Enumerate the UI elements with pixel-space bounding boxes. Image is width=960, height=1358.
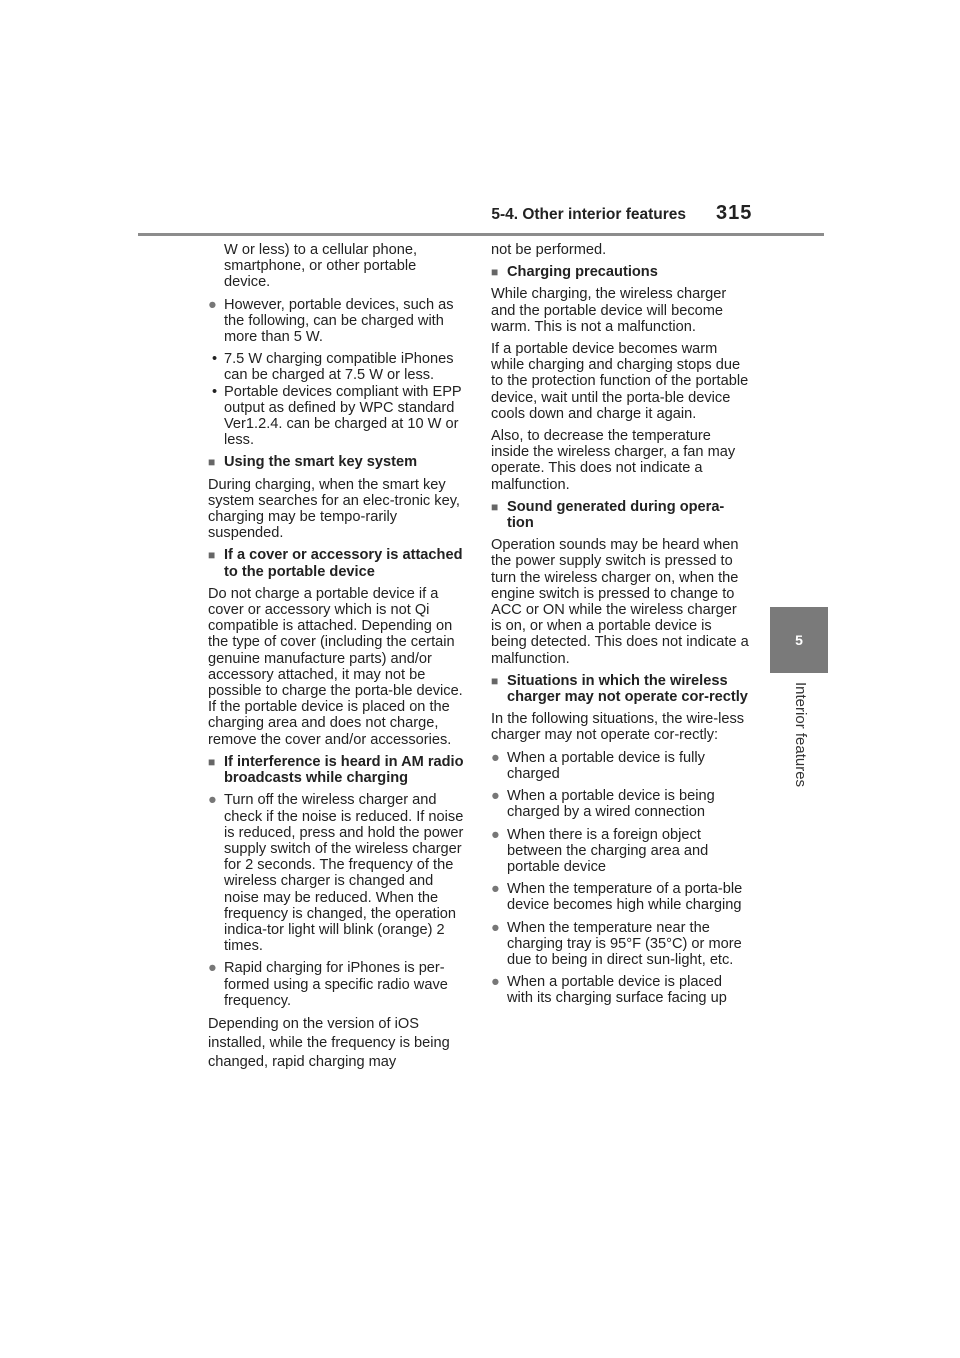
- left-column: [208, 242, 466, 1078]
- bullet-item: [491, 881, 749, 913]
- dash-item: [208, 384, 466, 449]
- page-number: 315: [716, 202, 753, 224]
- bullet-text: When there is a foreign object between the charging area and portable device: [507, 826, 709, 875]
- bullet-item: [491, 788, 749, 820]
- section-heading: [208, 454, 466, 470]
- continued-text: not be performed.: [491, 242, 607, 258]
- heading-text: Situations in which the wireless charger may not operate cor-rectly: [507, 672, 748, 706]
- bullet-item: [208, 792, 466, 954]
- heading-text: Sound generated during opera-tion: [507, 498, 725, 532]
- heading-marker: ■: [208, 548, 216, 563]
- dash-text: 7.5 W charging compatible iPhones can be charged at 7.5 W or less.: [224, 351, 454, 384]
- bullet-item: [491, 827, 749, 876]
- bullet-text: When the temperature of a porta-ble device becomes high while charging: [507, 881, 743, 914]
- paragraph: Also, to decrease the temperature inside the wireless charger, a fan may operate. This does not indicate a malfunction.: [491, 428, 736, 493]
- heading-marker: ■: [208, 455, 216, 470]
- heading-text: Charging precautions: [507, 264, 658, 281]
- bullet-marker: ●: [208, 792, 217, 809]
- paragraph: If a portable device becomes warm while charging and charging stops due to the protection function of the portable device, wait until the porta-ble device cools down and charge it again.: [491, 341, 749, 422]
- heading-text: If interference is heard in AM radio broadcasts while charging: [224, 753, 464, 787]
- heading-marker: ■: [491, 265, 499, 280]
- bullet-text: However, portable devices, such as the following, can be charged with more than 5 W.: [224, 296, 454, 346]
- bullet-text: When a portable device is fully charged: [507, 749, 705, 782]
- dash-text: Portable devices compliant with EPP output as defined by WPC standard Ver1.2.4. can be charged at 10 W or less.: [224, 383, 462, 449]
- bullet-text: Turn off the wireless charger and check if the noise is reduced. If noise is reduced, press and hold the power supply switch of the wireless charger for 2 seconds. The frequency of the wireless charger is changed and noise may be reduced. When the frequency is changed, the operation indica-tor light will blink (orange) 2 times.: [224, 792, 464, 955]
- bullet-marker: ●: [491, 826, 500, 843]
- right-column: [491, 242, 749, 1013]
- bullet-item: [491, 974, 749, 1006]
- section-heading: [491, 264, 749, 280]
- bullet-marker: ●: [491, 788, 500, 805]
- bullet-marker: ●: [491, 881, 500, 898]
- chapter-number: 5: [795, 632, 803, 648]
- bullet-item: [208, 297, 466, 346]
- bullet-marker: ●: [491, 919, 500, 936]
- paragraph: Do not charge a portable device if a cover or accessory which is not Qi compatible is attached. Depending on the type of cover (including the certain genuine manufacture parts) and/or accessory attached, it may not be possible to charge the porta-ble device. If the portable device is placed on the charging area and does not charge, remove the cover and/or accessories.: [208, 585, 463, 748]
- bullet-marker: ●: [491, 749, 500, 766]
- bullet-text: Rapid charging for iPhones is per-formed using a specific radio wave frequency.: [224, 960, 448, 1009]
- section-heading: [491, 499, 749, 531]
- paragraph: Operation sounds may be heard when the power supply switch is pressed to turn the wireless charger on, when the engine switch is pressed to change to ACC or ON while the wireless charger is on, or when a portable device is being detected. This does not indicate a malfunction.: [491, 537, 749, 667]
- section-heading: [491, 673, 749, 705]
- bullet-marker: ●: [208, 296, 217, 313]
- heading-text: Using the smart key system: [224, 454, 418, 471]
- paragraph: Depending on the version of iOS installed, while the frequency is being changed, rapid charging may: [208, 1015, 450, 1070]
- bullet-marker: ●: [208, 960, 217, 977]
- dash-marker: •: [212, 351, 218, 368]
- chapter-tab: [770, 607, 828, 673]
- bullet-item: [491, 920, 749, 969]
- heading-marker: ■: [491, 673, 499, 688]
- header-divider: [138, 233, 824, 236]
- heading-text: If a cover or accessory is attached to the portable device: [224, 547, 463, 580]
- bullet-item: [491, 750, 749, 782]
- header-section-title: 5-4. Other interior features: [491, 206, 686, 223]
- dash-item: [208, 351, 466, 383]
- paragraph: While charging, the wireless charger and the portable device will become warm. This is not a malfunction.: [491, 286, 727, 335]
- bullet-text: When a portable device is placed with its charging surface facing up: [507, 974, 727, 1007]
- chapter-label: Interior features: [792, 682, 809, 788]
- paragraph: In the following situations, the wire-less charger may not operate cor-rectly:: [491, 711, 745, 744]
- section-heading: [208, 754, 466, 786]
- dash-marker: •: [212, 383, 218, 400]
- bullet-marker: ●: [491, 974, 500, 991]
- bullet-text: When a portable device is being charged by a wired connection: [507, 788, 715, 821]
- continued-text: W or less) to a cellular phone, smartphone, or other portable device.: [224, 242, 418, 291]
- paragraph: During charging, when the smart key system searches for an elec-tronic key, charging may be tempo-rarily suspended.: [208, 476, 460, 542]
- heading-marker: ■: [491, 499, 499, 514]
- heading-marker: ■: [208, 754, 216, 769]
- bullet-item: [208, 960, 466, 1009]
- bullet-text: When the temperature near the charging tray is 95°F (35°C) or more due to being in direct sun-light, etc.: [507, 919, 742, 968]
- section-heading: [208, 547, 466, 579]
